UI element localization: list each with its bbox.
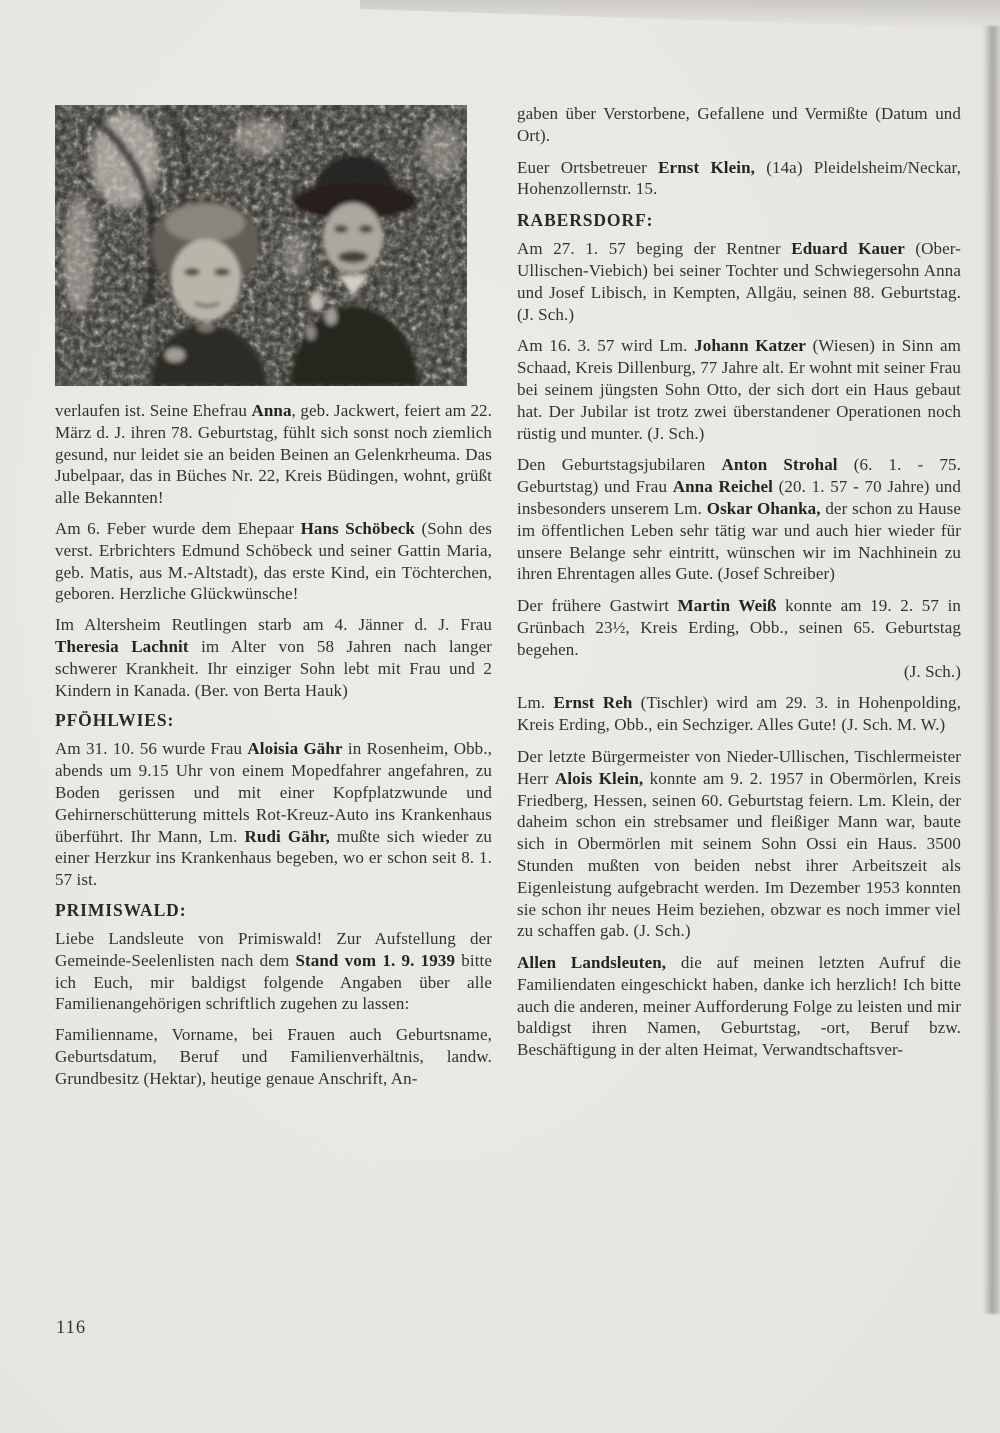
bold-name: Theresia Lachnit [55,636,189,656]
paragraph-klein-house: Der letzte Bürgermeister von Nieder-Ullischen, Tischlermeister Herr Alois Klein, konnte am 9. 2. 1957 in Obermörlen, Kreis Friedberg, Hessen, seinen 60. Geburtstag feiern. Lm. Klein, der daheim schon ein strebsamer und fleißiger Mann war, baute sich in Obermörlen mit seinem Sohn Ossi ein Haus. 3500 Stunden mußten von beiden nebst ihrer Arbeitszeit als Eigenleistung aufgebracht werden. Im Dezember 1953 konnten sie schon ihr neues Heim beziehen, obzwar es noch immer viel zu schaffen gab. (J. Sch.) [517,746,961,941]
bold-name: Ernst Klein, [658,157,755,177]
bold-name: Oskar Ohanka, [706,498,821,518]
page-number: 116 [56,1318,87,1338]
left-column [55,103,492,1099]
bold-name: Aloisia Gähr [247,739,343,759]
section-heading-pfoehlwies: PFÖHLWIES: [55,710,175,731]
bold-name: Johann Katzer [694,336,806,356]
bold-name: Allen Landsleuten, [517,953,667,973]
signature-right: (J. Sch.) [903,661,961,681]
couple-photo [55,105,467,386]
scan-edge-right-shadow [983,26,1000,1314]
bold-name: Hans Schöbeck [300,518,415,538]
bold-name: Alois Klein, [554,768,644,788]
paragraph-anna-birthday: verlaufen ist. Seine Ehefrau Anna, geb. Jackwert, feiert am 22. März d. J. ihren 78. Geburtstag, fühlt sich sonst noch ziemlich gesund, nur leidet sie an beiden Beinen an Gelenkrheuma. Das Jubelpaar, das in Büches Nr. 22, Kreis Büdingen, wohnt, grüßt alle Bekannten! [55,401,492,508]
bold-name: Anton Strohal [721,455,838,475]
paragraph-primiswald-appeal: Liebe Landsleute von Primiswald! Zur Aufstellung der Gemeinde-Seelenlisten nach dem Stand vom 1. 9. 1939 bitte ich Euch, mir baldigst folgende Angaben über alle Familienangehörigen schriftlich zugehen zu lassen: [55,928,493,1014]
bold-name: Anna [251,401,292,420]
paragraph-ortsbetreuer-address: Euer Ortsbetreuer Ernst Klein, (14a) Pleidelsheim/Neckar, Hohenzollernstr. 15. [517,157,961,199]
bold-name: Rudi Gähr, [244,826,330,846]
bold-name: Martin Weiß [677,596,777,616]
paragraph-requested-data-continued: gaben über Verstorbene, Gefallene und Vermißte (Datum und Ort). [517,104,961,145]
bold-name: Ernst Reh [553,693,633,713]
bold-name: Eduard Kauer [791,239,905,259]
right-column [517,103,961,1071]
paragraph-lachnit-obituary: Im Altersheim Reutlingen starb am 4. Jänner d. J. Frau Theresia Lachnit im Alter von 58 Jahren nach langer schwerer Krankheit. Ihr einziger Sohn lebt mit Frau und 2 Kindern in Kanada. (Ber. von Berta Hauk) [55,615,492,700]
section-heading-rabersdorf: RABERSDORF: [517,210,654,231]
paragraph-thanks-landsleute: Allen Landsleuten, die auf meinen letzten Aufruf die Familiendaten eingeschickt haben, danke ich herzlich! Ich bitte auch die anderen, meiner Aufforderung Folge zu leisten und mir baldigst ihren Namen, Geburtstag, -ort, Beruf bzw. Beschäftigung in der alten Heimat, Verwandtschaftsver- [517,953,961,1060]
couple-photo-graphic [55,105,467,386]
scan-edge-top-shadow [360,0,1000,30]
bold-name: Anna Reichel [672,477,773,497]
paragraph-weiss-birthday: Der frühere Gastwirt Martin Weiß konnte am 19. 2. 57 in Grünbach 23½, Kreis Erding, Obb., seinen 65. Geburtstag begehen. (J. Sch.) [517,596,962,681]
paragraph-katzer-birthday: Am 16. 3. 57 wird Lm. Johann Katzer (Wiesen) in Sinn am Schaad, Kreis Dillenburg, 77 Jahre alt. Er wohnt mit seiner Frau bei seinem jüngsten Sohn Otto, der sich dort ein Haus gebaut hat. Der Jubilar ist trotz zwei überstandener Operationen noch rüstig und munter. (J. Sch.) [517,336,961,443]
paragraph-requested-data: Familienname, Vorname, bei Frauen auch Geburtsname, Geburtsdatum, Beruf und Familienverhältnis, landw. Grundbesitz (Hektar), heutige genaue Anschrift, An- [55,1025,492,1088]
bold-name: Stand vom 1. 9. 1939 [295,950,456,970]
paragraph-gaehr-accident: Am 31. 10. 56 wurde Frau Aloisia Gähr in Rosenheim, Obb., abends um 9.15 Uhr von einem Mopedfahrer angefahren, zu Boden gerissen und mit einer Kopfplatzwunde und Gehirnerschütterung mittels Rot-Kreuz-Auto ins Krankenhaus überführt. Ihr Mann, Lm. Rudi Gähr, mußte sich wieder zu einer Herzkur ins Krankenhaus begeben, wo er schon seit 8. 1. 57 ist. [55,739,493,890]
paragraph-schoebeck-birth: Am 6. Feber wurde dem Ehepaar Hans Schöbeck (Sohn des verst. Erbrichters Edmund Schöbeck und seiner Gattin Maria, geb. Matis, aus M.-Altstadt), das erste Kind, ein Töchterchen, geboren. Herzliche Glückwünsche! [55,518,493,604]
paragraph-kauer-birthday: Am 27. 1. 57 beging der Rentner Eduard Kauer (Ober-Ullischen-Viebich) bei seiner Tochter und Schwiegersohn Anna und Josef Libisch, in Kempten, Allgäu, seinen 88. Geburtstag. (J. Sch.) [517,239,961,324]
section-heading-primiswald: PRIMISWALD: [55,899,187,920]
paragraph-birthday-jubilees: Den Geburtstagsjubilaren Anton Strohal (6. 1. - 75. Geburtstag) und Frau Anna Reichel (20. 1. 57 - 70 Jahre) und insbesonders unserem Lm. Oskar Ohanka, der schon zu Hause im öffentlichen Leben sehr tätig war und auch hier wieder für unsere Belange sehr eintritt, wünschen wir im Nachhinein zu ihren Ehrentagen alles Gute. (Josef Schreiber) [517,455,962,584]
paragraph-reh-birthday: Lm. Ernst Reh (Tischler) wird am 29. 3. in Hohenpolding, Kreis Erding, Obb., ein Sechziger. Alles Gute! (J. Sch. M. W.) [517,693,961,735]
